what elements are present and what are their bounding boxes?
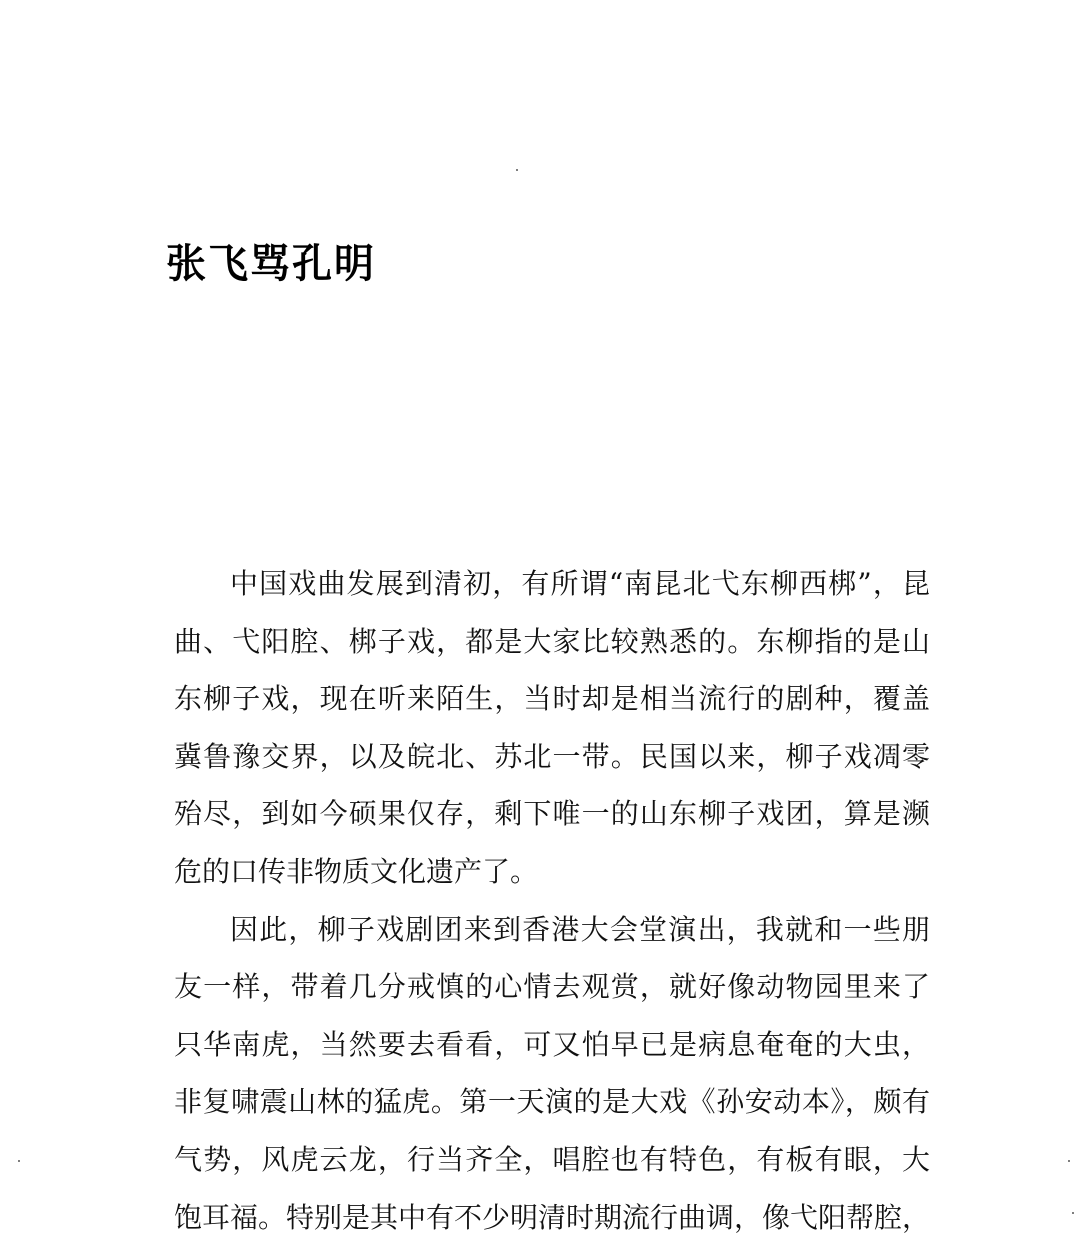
body-text <box>174 555 930 1246</box>
paragraph-1-line-1: 中国戏曲发展到清初，有所谓“南昆北弋东柳西梆”，昆 <box>230 567 930 600</box>
paragraph-2-line-6: 饱耳福。特别是其中有不少明清时期流行曲调，像弋阳帮腔， <box>174 1200 930 1234</box>
scan-speck <box>516 169 518 171</box>
paragraph-2-line-4: 非复啸震山林的猛虎。第一天演的是大戏《孙安动本》，颇有 <box>174 1085 930 1119</box>
paragraph-2-line-5: 气势，风虎云龙，行当齐全，唱腔也有特色，有板有眼，大 <box>174 1142 930 1176</box>
scan-speck <box>1068 1160 1070 1162</box>
paragraph-1-line-4: 冀鲁豫交界，以及皖北、苏北一带。民国以来，柳子戏凋零 <box>174 739 930 773</box>
paragraph-1-line-5: 殆尽，到如今硕果仅存，剩下唯一的山东柳子戏团，算是濒 <box>174 797 930 831</box>
paragraph-1-line-6: 危的口传非物质文化遗产了。 <box>174 854 539 888</box>
scan-speck <box>1072 1212 1074 1214</box>
scan-speck <box>18 1160 20 1162</box>
paragraph-2-line-1: 因此，柳子戏剧团来到香港大会堂演出，我就和一些朋 <box>230 912 930 946</box>
chapter-title: 张飞骂孔明 <box>166 241 376 287</box>
paragraph-1-line-3: 东柳子戏，现在听来陌生，当时却是相当流行的剧种，覆盖 <box>174 682 930 716</box>
paragraph-2-line-2: 友一样，带着几分戒慎的心情去观赏，就好像动物园里来了 <box>174 970 930 1004</box>
paragraph-2-line-3: 只华南虎，当然要去看看，可又怕早已是病息奄奄的大虫， <box>174 1027 930 1061</box>
paragraph-1-line-2: 曲、弋阳腔、梆子戏，都是大家比较熟悉的。东柳指的是山 <box>174 624 930 658</box>
